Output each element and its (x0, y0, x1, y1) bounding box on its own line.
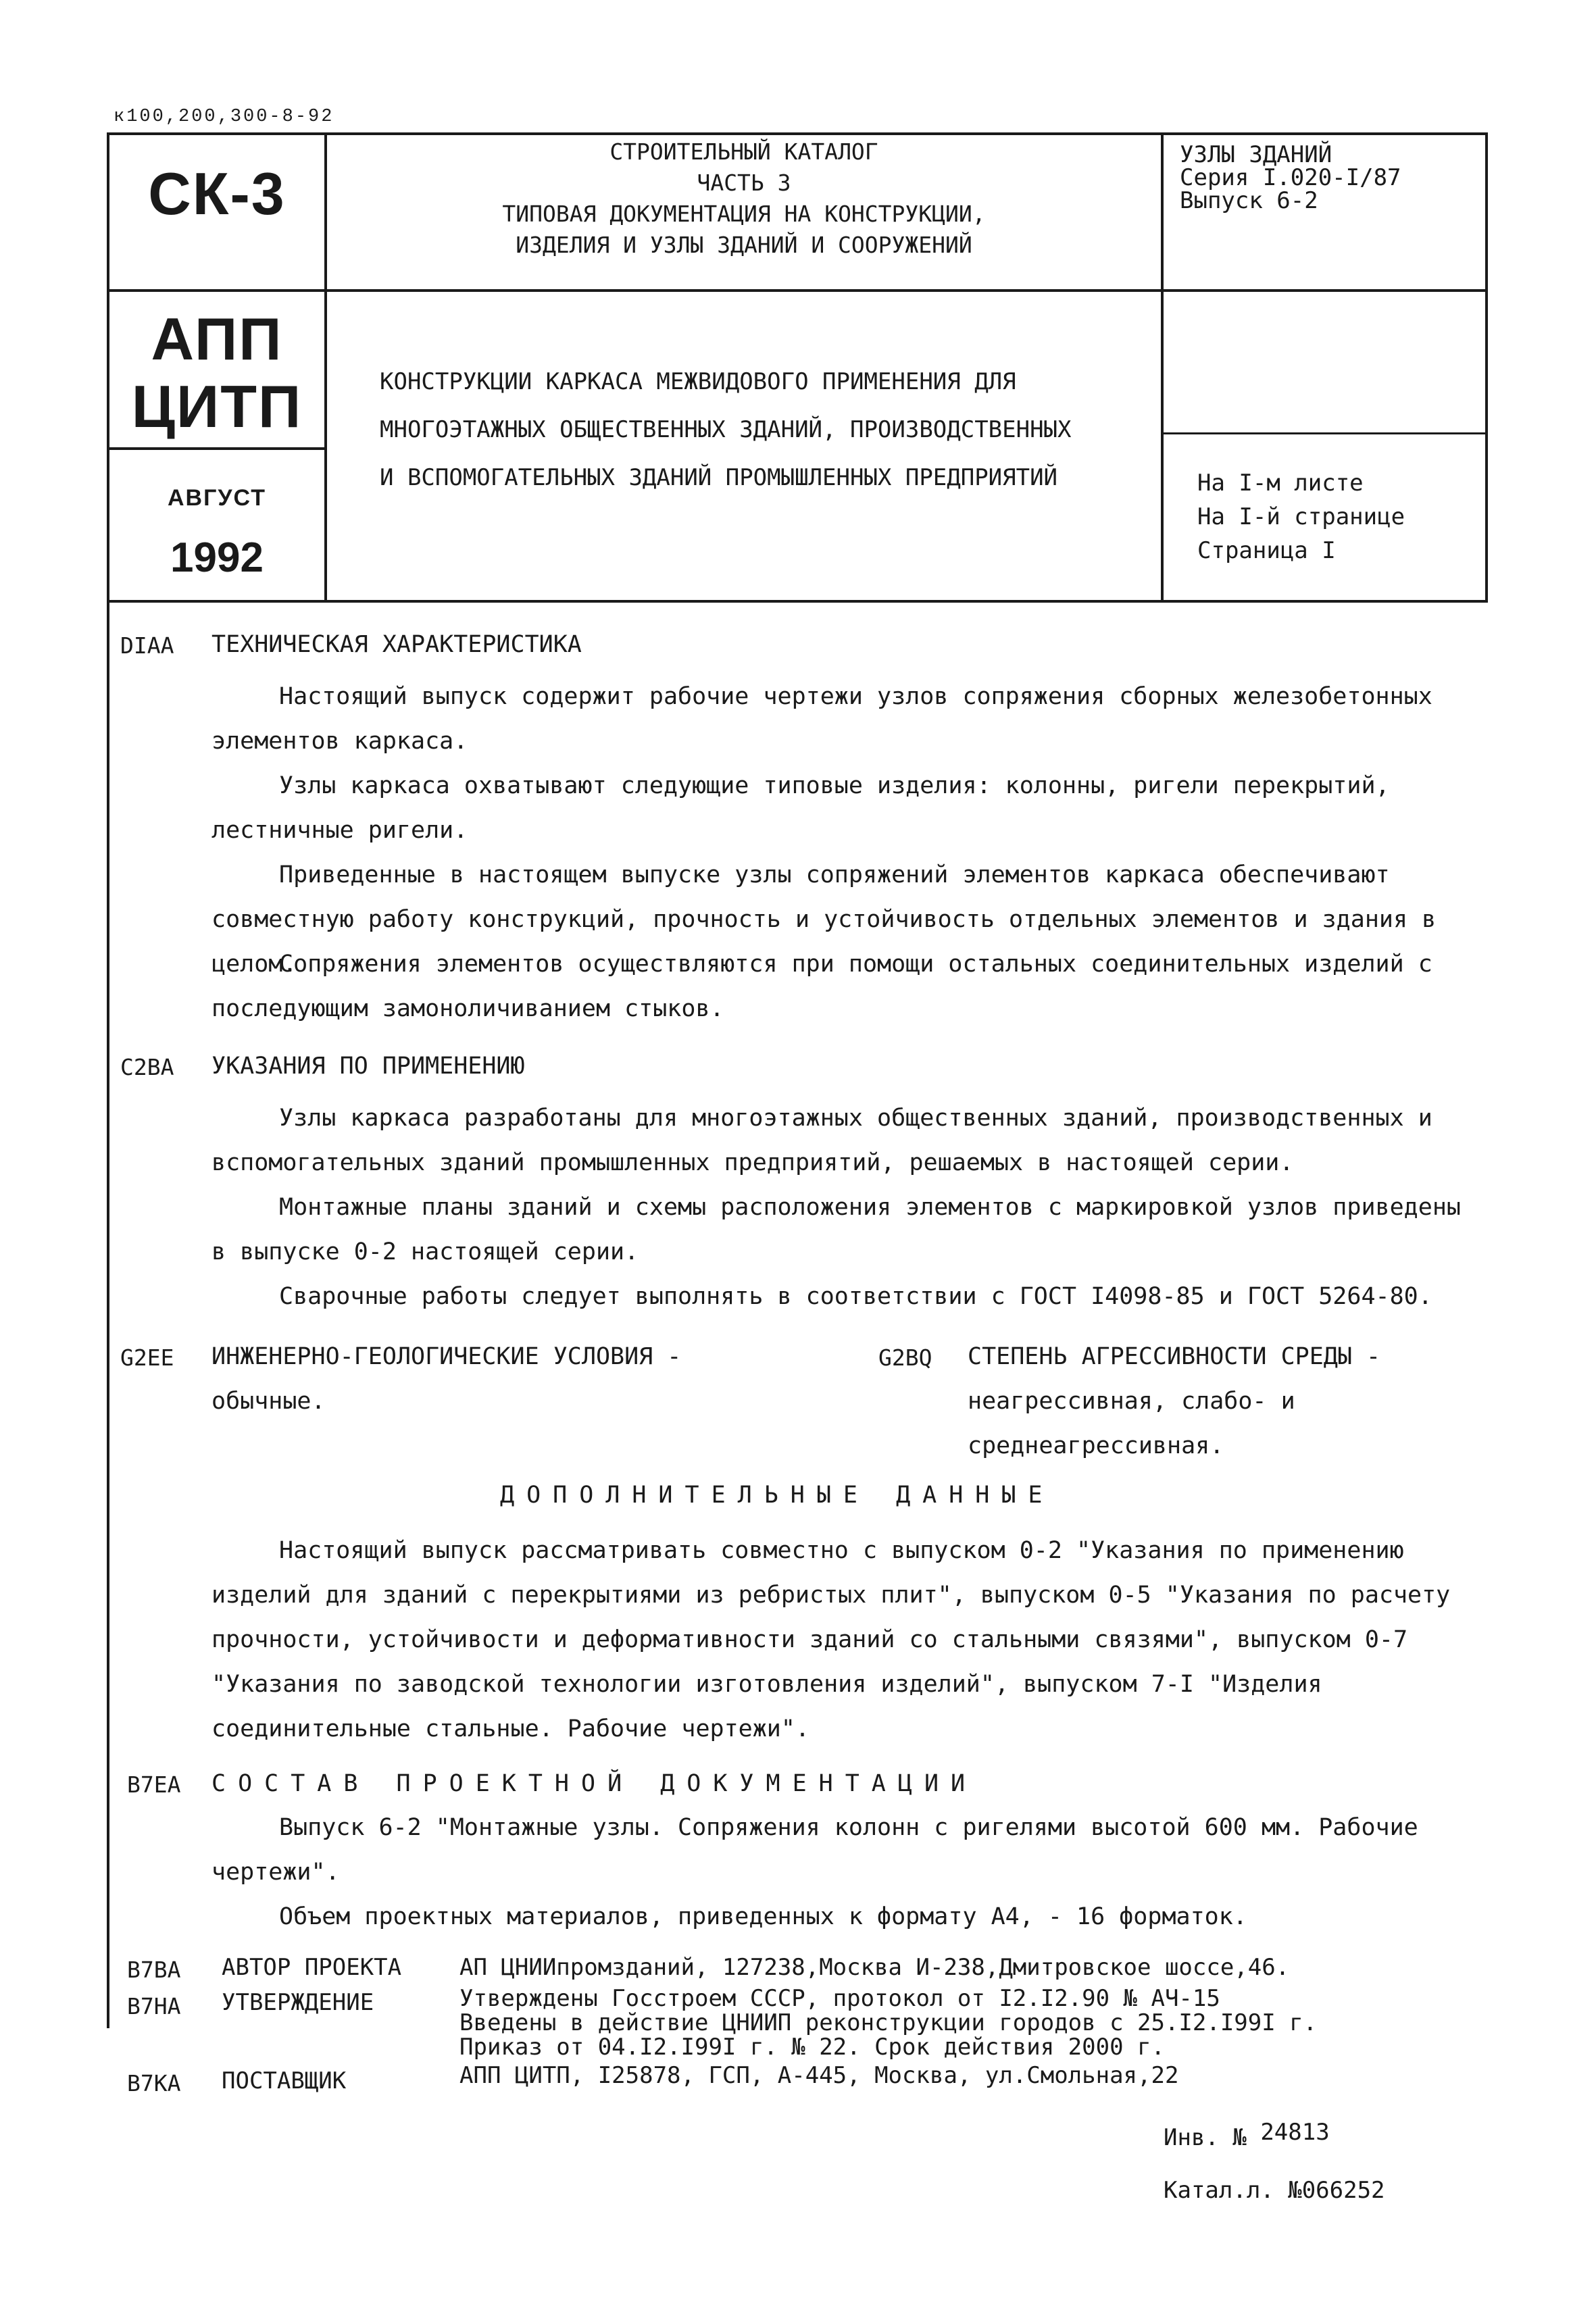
tech-paragraph: Приведенные в настоящем выпуске узлы сопряжений элементов каркаса обеспечивают совместную работу конструкций, прочность и устойчивость отдельных элементов и здания в целом. (211, 861, 1437, 978)
series-info (1180, 143, 1477, 212)
series-line: Выпуск 6-2 (1180, 187, 1318, 214)
title-line: КОНСТРУКЦИИ КАРКАСА МЕЖВИДОВОГО ПРИМЕНЕНИЯ ДЛЯ (380, 368, 1016, 395)
approval-label: УТВЕРЖДЕНИЕ (222, 1989, 374, 2016)
section-code: C2BA (120, 1054, 174, 1080)
approval-line: Утверждены Госстроем СССР, протокол от I2.I2.90 № АЧ-15 (459, 1985, 1220, 2012)
approval-line: Приказ от 04.I2.I99I г. № 22. Срок действия 2000 г. (459, 2034, 1165, 2061)
catalog-line: ИЗДЕЛИЯ И УЗЛЫ ЗДАНИЙ И СООРУЖЕНИЙ (516, 232, 972, 258)
document-title (380, 358, 1157, 502)
author-text: АП ЦНИИпромзданий, 127238,Москва И-238,Дмитровское шоссе,46. (459, 1954, 1290, 1981)
section-title-usage: УКАЗАНИЯ ПО ПРИМЕНЕНИЮ (211, 1053, 525, 1080)
tech-paragraph: Узлы каркаса охватывают следующие типовые изделия: колонны, ригели перекрытий, лестничные ригели. (211, 772, 1390, 844)
geo-conditions: ИНЖЕНЕРНО-ГЕОЛОГИЧЕСКИЕ УСЛОВИЯ - обычные. (211, 1343, 682, 1415)
document-code-ref: к100,200,300-8-92 (114, 107, 334, 127)
sheet-line: Страница I (1197, 537, 1336, 564)
citp-label: ЦИТП (131, 373, 303, 440)
usage-paragraph: Узлы каркаса разработаны для многоэтажных общественных зданий, производственных и вспомогательных зданий промышленных предприятий, решаемых в настоящей серии. (211, 1105, 1432, 1176)
catalog-sheet-number (1164, 2177, 1385, 2204)
section-code: G2BQ (878, 1344, 932, 1371)
usage-paragraph: Сварочные работы следует выполнять в соответствии с ГОСТ I4098-85 и ГОСТ 5264-80. (279, 1283, 1432, 1310)
date-month: АВГУСТ (167, 485, 266, 511)
usage-paragraph: Монтажные планы зданий и схемы расположения элементов с маркировкой узлов приведены в выпуске 0-2 настоящей серии. (211, 1194, 1461, 1265)
catalog-line: ТИПОВАЯ ДОКУМЕНТАЦИЯ НА КОНСТРУКЦИИ, (502, 201, 986, 227)
tech-paragraph: Сопряжения элементов осуществляются при помощи остальных соединительных изделий с последующим замоноличиванием стыков. (211, 951, 1432, 1022)
section-title-tech: ТЕХНИЧЕСКАЯ ХАРАКТЕРИСТИКА (211, 631, 582, 658)
sheet-line: На I-м листе (1197, 470, 1364, 497)
section-code: B7KA (127, 2070, 181, 2096)
inventory-label: Инв. № (1164, 2124, 1247, 2151)
inventory-number (1164, 2119, 1330, 2151)
section-code: DIAA (120, 632, 174, 659)
series-line: Серия I.020-I/87 (1180, 164, 1401, 191)
supplier-label: ПОСТАВЩИК (222, 2067, 347, 2094)
section-code: G2EE (120, 1344, 174, 1371)
inventory-value: 24813 (1260, 2119, 1330, 2146)
series-line: УЗЛЫ ЗДАНИЙ (1180, 141, 1332, 168)
date-year: 1992 (170, 534, 264, 581)
left-margin-line (107, 603, 109, 2028)
catalog-heading (327, 136, 1161, 261)
title-line: И ВСПОМОГАТЕЛЬНЫХ ЗДАНИЙ ПРОМЫШЛЕННЫХ ПРЕДПРИЯТИЙ (380, 464, 1058, 491)
sheet-line: На I-й странице (1197, 503, 1405, 530)
title-line: МНОГОЭТАЖНЫХ ОБЩЕСТВЕННЫХ ЗДАНИЙ, ПРОИЗВОДСТВЕННЫХ (380, 416, 1072, 443)
section-code: B7BA (127, 1957, 181, 1983)
approval-text (459, 1986, 1317, 2059)
extra-paragraph: Настоящий выпуск рассматривать совместно с выпуском 0-2 "Указания по применению изделий для зданий с перекрытиями из ребристых плит", выпуском 0-5 "Указания по расчету прочности, устойчивости и деформативности зданий со стальными связями", выпуском 0-7 "Указания по заводской технологии изготовления изделий", выпуском 7-I "Изделия соединительные стальные. Рабочие чертежи". (211, 1537, 1451, 1742)
catalog-line: ЧАСТЬ 3 (697, 170, 791, 196)
app-label: АПП (151, 305, 283, 372)
sk-label: СК-3 (148, 160, 286, 227)
supplier-text: АПП ЦИТП, I25878, ГСП, А-445, Москва, ул.Смольная,22 (459, 2062, 1179, 2089)
section-title-extra: ДОПОЛНИТЕЛЬНЫЕ ДАННЫЕ (500, 1482, 1055, 1509)
author-label: АВТОР ПРОЕКТА (222, 1954, 402, 1981)
aggressiveness: СТЕПЕНЬ АГРЕССИВНОСТИ СРЕДЫ - неагрессивная, слабо- и среднеагрессивная. (968, 1343, 1381, 1459)
section-code: B7HA (127, 1993, 181, 2019)
composition-paragraph: Объем проектных материалов, приведенных к формату А4, - 16 форматок. (279, 1903, 1247, 1930)
catalog-line: СТРОИТЕЛЬНЫЙ КАТАЛОГ (609, 139, 878, 165)
composition-paragraph: Выпуск 6-2 "Монтажные узлы. Сопряжения колонн с ригелями высотой 600 мм. Рабочие чертежи". (211, 1814, 1418, 1886)
tech-paragraph: Настоящий выпуск содержит рабочие чертежи узлов сопряжения сборных железобетонных элементов каркаса. (211, 683, 1432, 755)
section-code: B7EA (127, 1771, 181, 1798)
approval-line: Введены в действие ЦНИИП реконструкции городов с 25.I2.I99I г. (459, 2009, 1318, 2036)
catalog-sheet-value: 066252 (1301, 2177, 1385, 2204)
catalog-sheet-label: Катал.л. № (1164, 2177, 1302, 2204)
section-title-composition: СОСТАВ ПРОЕКТНОЙ ДОКУМЕНТАЦИИ (211, 1770, 978, 1797)
sheet-info (1197, 466, 1481, 568)
